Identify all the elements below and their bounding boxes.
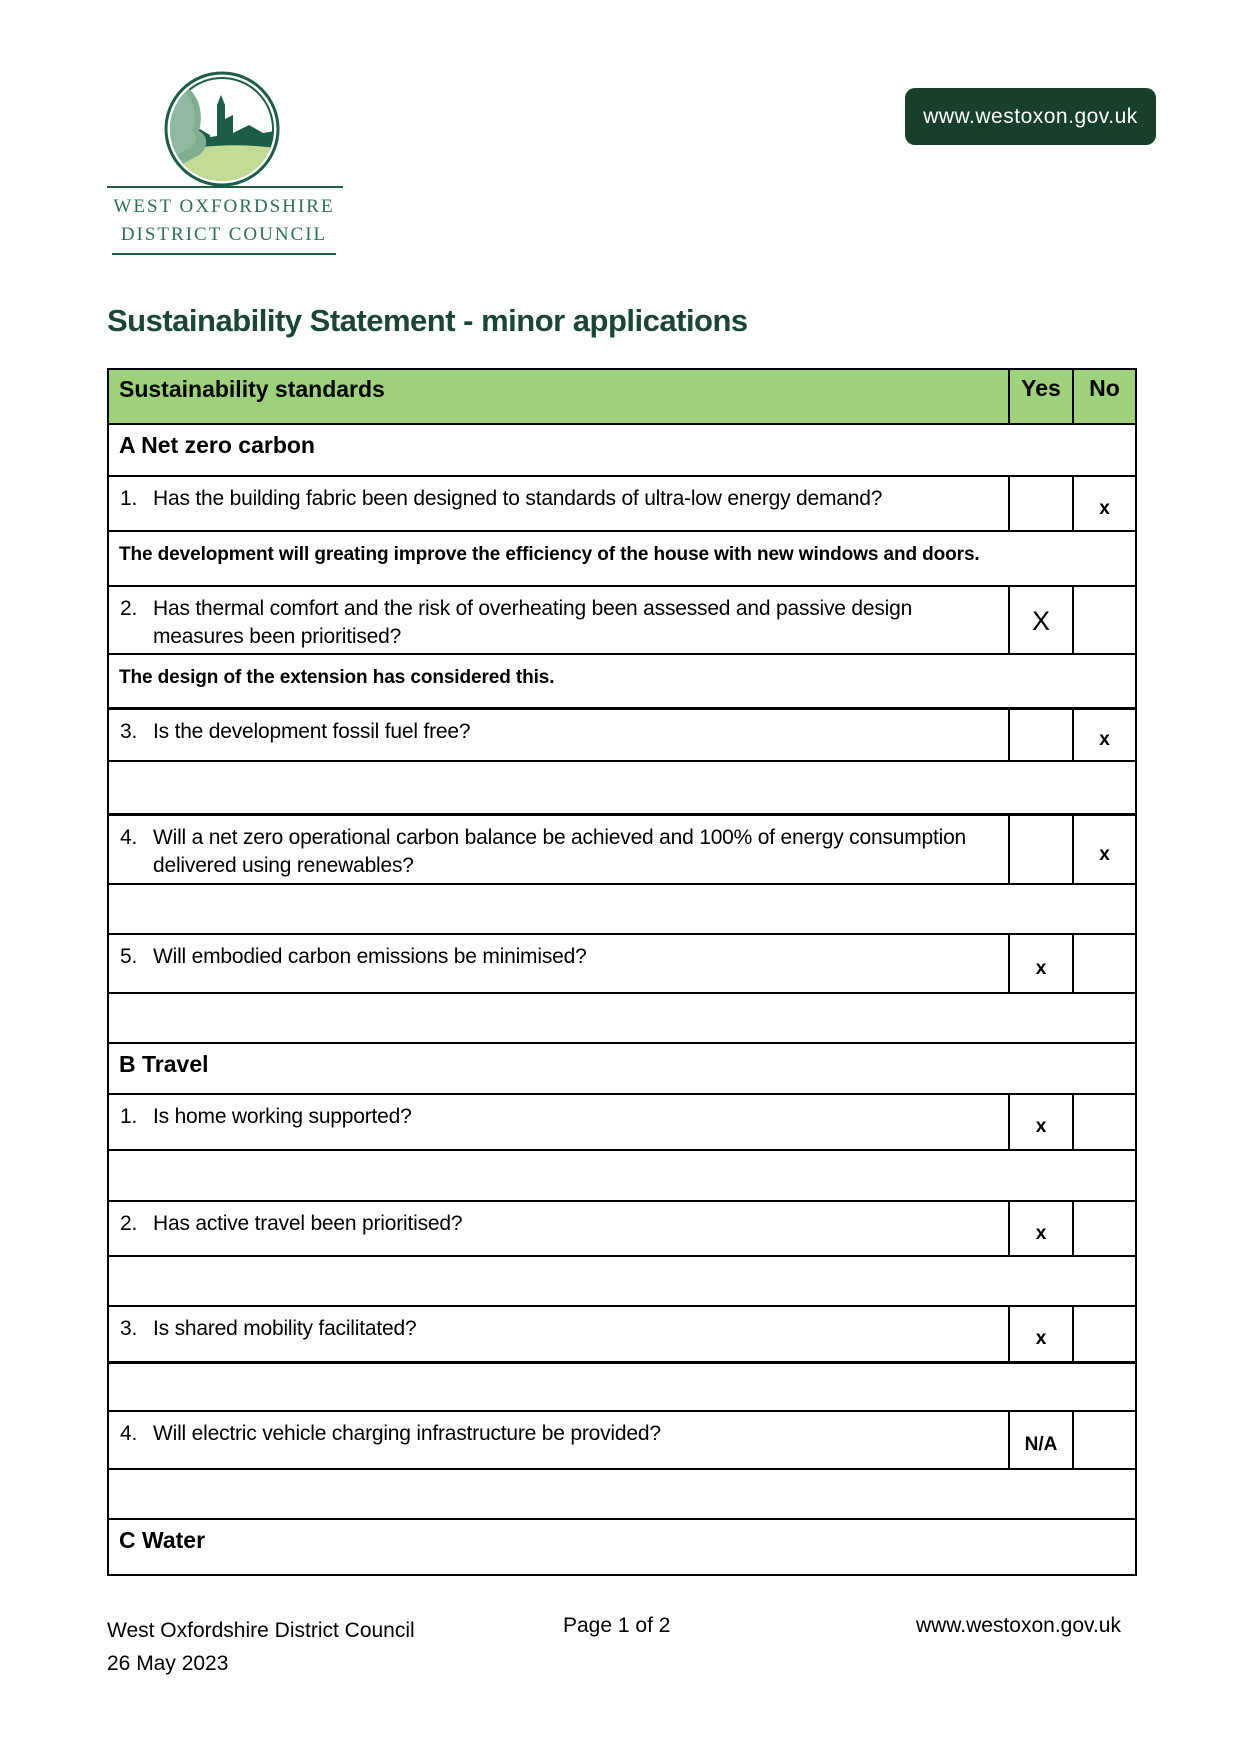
question-cell: [109, 1412, 1008, 1468]
yes-answer-cell: N/A: [1008, 1412, 1072, 1468]
question-cell: [109, 816, 1008, 883]
comment-row: [109, 883, 1135, 933]
comment-row: [109, 653, 1135, 707]
question-row: [109, 707, 1135, 760]
yes-answer-cell: [1008, 710, 1072, 760]
comment-row: [109, 530, 1135, 585]
comment-row: [109, 760, 1135, 813]
no-answer-cell: [1072, 935, 1135, 992]
section-title: B Travel: [119, 1051, 209, 1077]
yes-answer-cell: x: [1008, 935, 1072, 992]
section-row: [109, 1042, 1135, 1093]
no-answer-cell: x: [1072, 710, 1135, 760]
yes-answer-cell: x: [1008, 1202, 1072, 1255]
yes-answer-cell: [1008, 477, 1072, 530]
question-text: Has the building fabric been designed to standards of ultra-low energy demand?: [153, 487, 883, 510]
question-cell: [109, 710, 1008, 760]
question-row: [109, 1093, 1135, 1149]
footer-left: [107, 1614, 415, 1680]
question-text: Will electric vehicle charging infrastructure be provided?: [153, 1422, 661, 1445]
table-header-row: [109, 370, 1135, 423]
yes-answer-cell: x: [1008, 1095, 1072, 1149]
question-cell: [109, 1095, 1008, 1149]
section-row: [109, 1518, 1135, 1574]
no-answer-cell: [1072, 1307, 1135, 1361]
website-badge-text: www.westoxon.gov.uk: [923, 104, 1138, 128]
standards-table: [107, 368, 1137, 1576]
comment-text: [109, 885, 1135, 933]
question-cell: [109, 935, 1008, 992]
footer-website: www.westoxon.gov.uk: [915, 1614, 1121, 1637]
no-answer-cell: [1072, 587, 1135, 653]
question-cell: [109, 1202, 1008, 1255]
council-wordmark: [112, 186, 336, 255]
question-number: 1.: [120, 1105, 138, 1128]
no-column-header: No: [1072, 370, 1135, 423]
footer-page-number: Page 1 of 2: [563, 1614, 671, 1637]
question-text: Is shared mobility facilitated?: [153, 1317, 417, 1340]
yes-answer-cell: x: [1008, 1307, 1072, 1361]
question-text: Will embodied carbon emissions be minimised?: [153, 945, 587, 968]
comment-text: [109, 1257, 1135, 1305]
footer-council-name: West Oxfordshire District Council: [107, 1619, 415, 1642]
comment-row: [109, 1255, 1135, 1305]
no-answer-cell: [1072, 1095, 1135, 1149]
comment-text: [109, 1151, 1135, 1200]
question-row: [109, 813, 1135, 883]
comment-row: [109, 992, 1135, 1042]
comment-text: The design of the extension has considered this.: [119, 667, 555, 688]
comment-row: [109, 1361, 1135, 1410]
question-row: [109, 933, 1135, 992]
question-number: 2.: [120, 1212, 138, 1235]
question-row: [109, 1410, 1135, 1468]
question-text: Has active travel been prioritised?: [153, 1212, 463, 1235]
yes-answer-cell: X: [1008, 587, 1072, 653]
comment-text: [109, 1470, 1135, 1518]
page-footer: [107, 1614, 1137, 1694]
no-answer-cell: [1072, 1202, 1135, 1255]
comment-text: [109, 762, 1135, 813]
section-row: [109, 423, 1135, 475]
question-row: [109, 1305, 1135, 1361]
page-title: Sustainability Statement - minor applications: [107, 302, 748, 338]
section-title: A Net zero carbon: [119, 432, 315, 458]
footer-date: 26 May 2023: [107, 1652, 229, 1675]
comment-row: [109, 1149, 1135, 1200]
question-number: 4.: [120, 1422, 138, 1445]
question-row: [109, 1200, 1135, 1255]
council-wordmark-line2: DISTRICT COUNCIL: [120, 224, 328, 245]
question-cell: [109, 1307, 1008, 1361]
comment-row: [109, 1468, 1135, 1518]
comment-text: [109, 994, 1135, 1042]
question-number: 1.: [120, 487, 138, 510]
council-crest-logo: [105, 45, 345, 195]
comment-text: [109, 1364, 1135, 1410]
question-cell: [109, 477, 1008, 530]
comment-text: The development will greating improve the efficiency of the house with new windows and doors.: [119, 544, 980, 565]
question-text: Has thermal comfort and the risk of overheating been assessed and passive design measures been prioritised?: [153, 597, 913, 648]
question-number: 3.: [120, 720, 138, 743]
question-number: 5.: [120, 945, 138, 968]
no-answer-cell: [1072, 1412, 1135, 1468]
question-row: [109, 585, 1135, 653]
question-number: 4.: [120, 826, 138, 849]
question-cell: [109, 587, 1008, 653]
yes-answer-cell: [1008, 816, 1072, 883]
question-text: Is the development fossil fuel free?: [153, 720, 471, 743]
question-number: 2.: [120, 597, 138, 620]
section-title: C Water: [119, 1527, 206, 1553]
question-text: Will a net zero operational carbon balance be achieved and 100% of energy consumption delivered using renewables?: [153, 826, 967, 877]
website-badge: [905, 88, 1156, 145]
table-header-label: Sustainability standards: [119, 376, 385, 402]
council-wordmark-line1: WEST OXFORDSHIRE: [113, 196, 335, 217]
no-answer-cell: x: [1072, 816, 1135, 883]
no-answer-cell: x: [1072, 477, 1135, 530]
yes-column-header: Yes: [1008, 370, 1072, 423]
question-row: [109, 475, 1135, 530]
question-number: 3.: [120, 1317, 138, 1340]
question-text: Is home working supported?: [153, 1105, 412, 1128]
